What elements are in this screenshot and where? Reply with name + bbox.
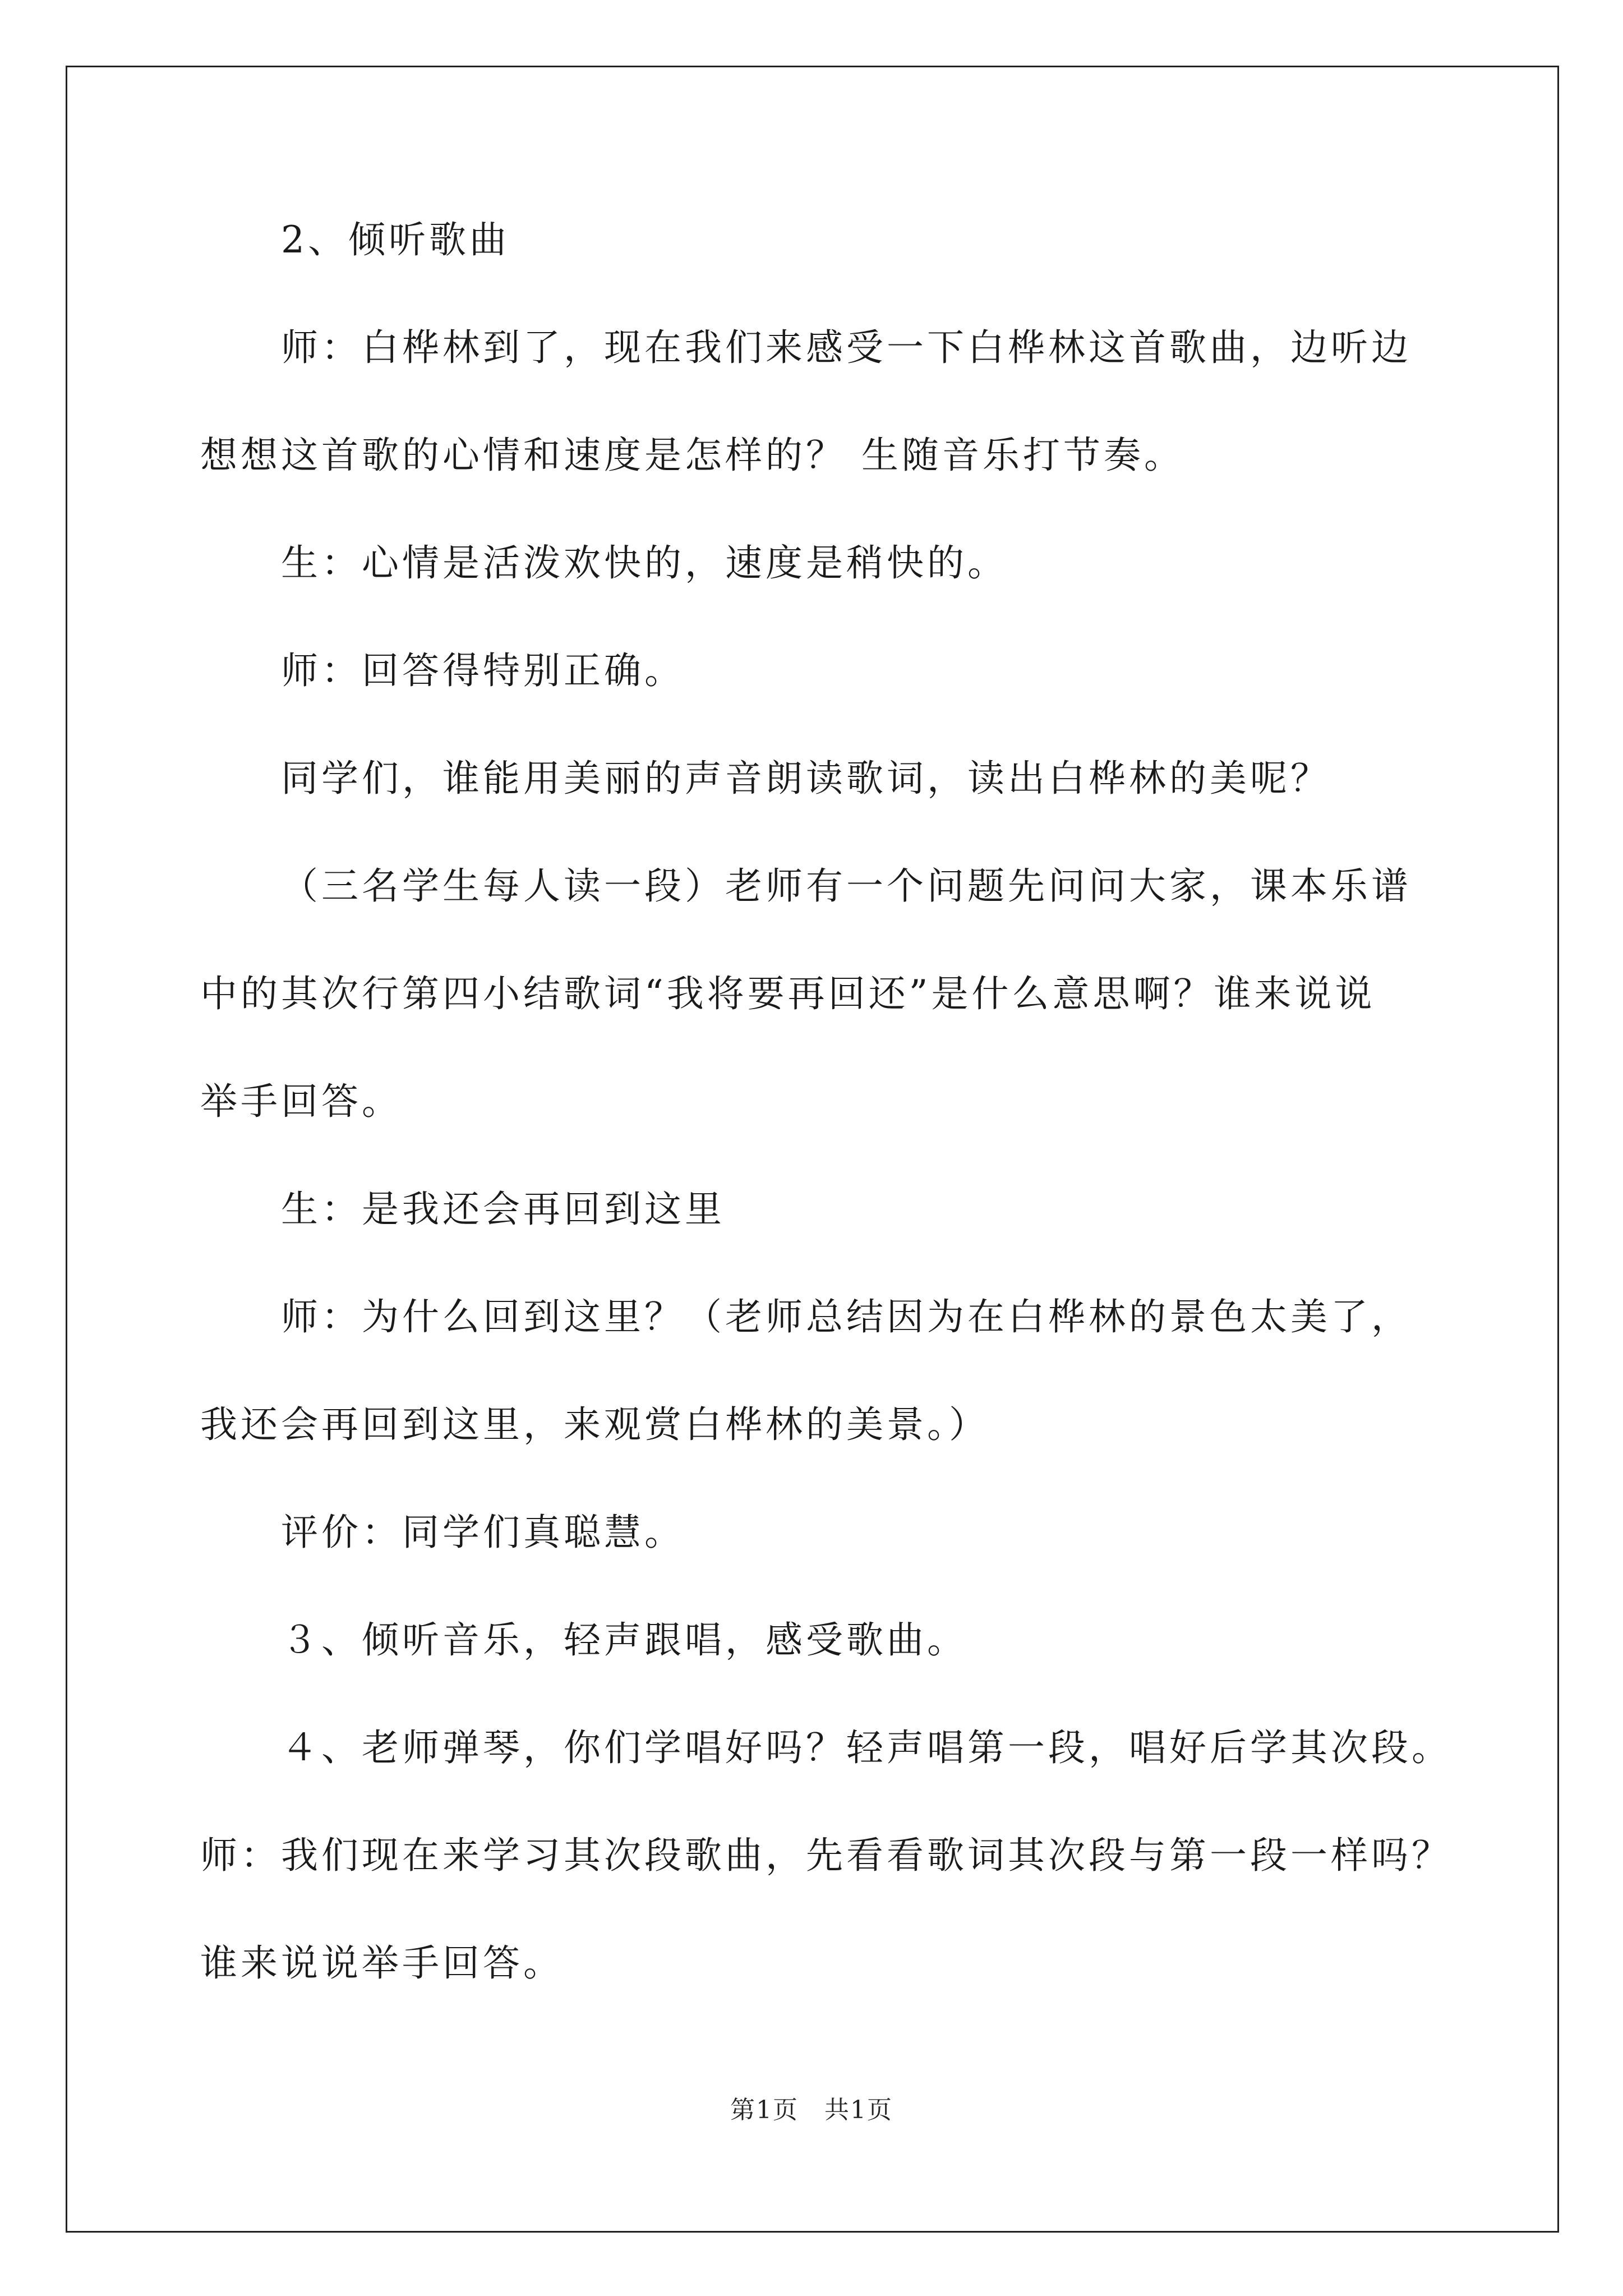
page-number-footer: 第1页 共1页 bbox=[730, 2096, 893, 2124]
paragraph: 中的其次行第四小结歌词“我将要再回还”是什么意思啊？谁来说说 bbox=[200, 972, 1376, 1015]
paragraph: ３、倾听音乐，轻声跟唱，感受歌曲。 bbox=[281, 1618, 967, 1662]
paragraph: 生：是我还会再回到这里 bbox=[281, 1188, 725, 1231]
paragraph: 举手回答。 bbox=[200, 1080, 402, 1123]
paragraph: （三名学生每人读一段）老师有一个问题先问问大家，课本乐谱 bbox=[281, 864, 1412, 908]
paragraph: 同学们，谁能用美丽的声音朗读歌词，读出白桦林的美呢？ bbox=[281, 757, 1331, 800]
paragraph: 2、倾听歌曲 bbox=[281, 218, 510, 261]
paragraph: 师：为什么回到这里？（老师总结因为在白桦林的景色太美了， bbox=[281, 1295, 1412, 1338]
paragraph: 师：我们现在来学习其次段歌曲，先看看歌词其次段与第一段一样吗？ bbox=[200, 1834, 1452, 1877]
paragraph: 谁来说说举手回答。 bbox=[200, 1941, 564, 1985]
paragraph: 评价：同学们真聪慧。 bbox=[281, 1511, 685, 1554]
paragraph: 我还会再回到这里，来观赏白桦林的美景。） bbox=[200, 1403, 989, 1446]
paragraph: 师：回答得特别正确。 bbox=[281, 649, 685, 692]
paragraph: 想想这首歌的心情和速度是怎样的？ 生随音乐打节奏。 bbox=[200, 434, 1184, 477]
document-body bbox=[200, 213, 1490, 2044]
paragraph: 生：心情是活泼欢快的，速度是稍快的。 bbox=[281, 541, 1008, 585]
paragraph: ４、老师弹琴，你们学唱好吗？轻声唱第一段，唱好后学其次段。 bbox=[281, 1726, 1452, 1769]
paragraph: 师：白桦林到了，现在我们来感受一下白桦林这首歌曲，边听边 bbox=[281, 326, 1412, 369]
